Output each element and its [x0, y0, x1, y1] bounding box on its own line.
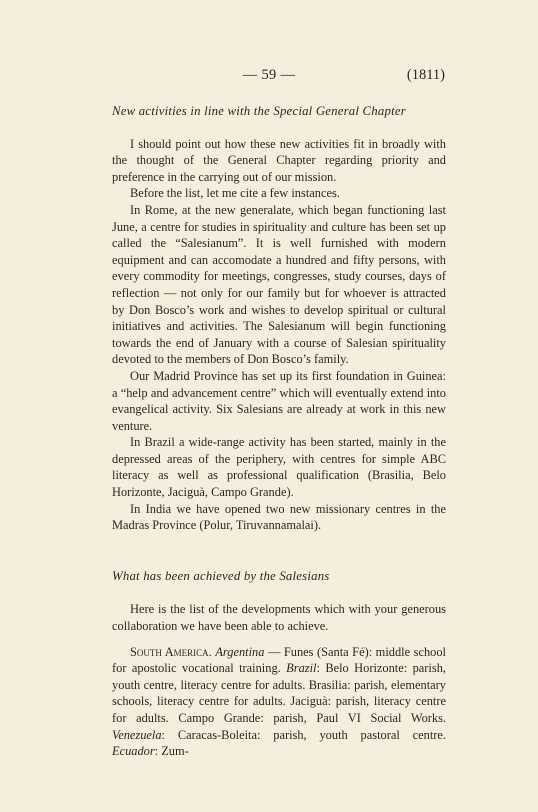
country-brazil: Brazil — [286, 661, 317, 676]
paragraph: In India we have opened two new missionary centres in the Madras Province (Polur, Tiruvannamalai). — [112, 501, 446, 533]
argentina-text: — Funes (Santa Fé): middle school for apostolic vocational training. — [112, 644, 446, 676]
developments-list — [112, 644, 446, 760]
region-label: South America. — [130, 644, 212, 659]
country-ecuador: Ecuador — [112, 744, 155, 759]
page-header — [0, 67, 538, 87]
body-text — [112, 103, 446, 760]
section-title-new-activities: New activities in line with the Special General Chapter — [112, 104, 406, 118]
paragraph: In Brazil a wide-range activity has been started, mainly in the depressed areas of the periphery, with centres for simple ABC literacy as well as professional qualification (Brasilia, Belo Horizonte, Jaciguà, Campo Grande). — [112, 435, 446, 500]
document-number: (1811) — [406, 67, 445, 83]
paragraph: I should point out how these new activities fit in broadly with the thought of the General Chapter regarding priority and preference in the carrying out of our mission. — [112, 136, 446, 184]
country-venezuela: Venezuela — [112, 727, 162, 742]
paragraph: Before the list, let me cite a few instances. — [130, 186, 340, 201]
paragraph: In Rome, at the new generalate, which began functioning last June, a centre for studies in spirituality and culture has been set up called the “Salesianum”. It is well furnished with modern equipment and can accomodate a hundred and fifty persons, with every commodity for meetings, congresses, study courses, days of reflection — not only for our family but for whoever is attracted by Don Bosco’s work and wishes to develop spiritual or cultural initiatives and activities. The Salesianum will begin functioning towards the end of January with a course of Salesian spirituality devoted to the members of Don Bosco’s family. — [112, 202, 446, 367]
brazil-text: : Belo Horizonte: parish, youth centre, literacy centre for adults. Brasilia: parish, elementary schools, literacy centre for adults. Jaciguà: parish, literacy centre for adults. Campo Grande: parish, Paul VI Social Works. — [112, 661, 446, 725]
venezuela-text: : Caracas-Boleita: parish, youth pastoral centre. — [161, 727, 446, 742]
country-argentina: Argentina — [215, 644, 265, 659]
page-number: — 59 — — [242, 67, 296, 83]
ecuador-text: : Zum- — [154, 744, 189, 759]
section-title-achievements: What has been achieved by the Salesians — [112, 568, 330, 583]
intro-paragraph: Here is the list of the developments which with your generous collaboration we have been able to achieve. — [112, 602, 446, 634]
paragraph: Our Madrid Province has set up its first foundation in Guinea: a “help and advancement centre” which will eventually extend into evangelical activity. Six Salesians are already at work in this new venture. — [112, 368, 446, 433]
